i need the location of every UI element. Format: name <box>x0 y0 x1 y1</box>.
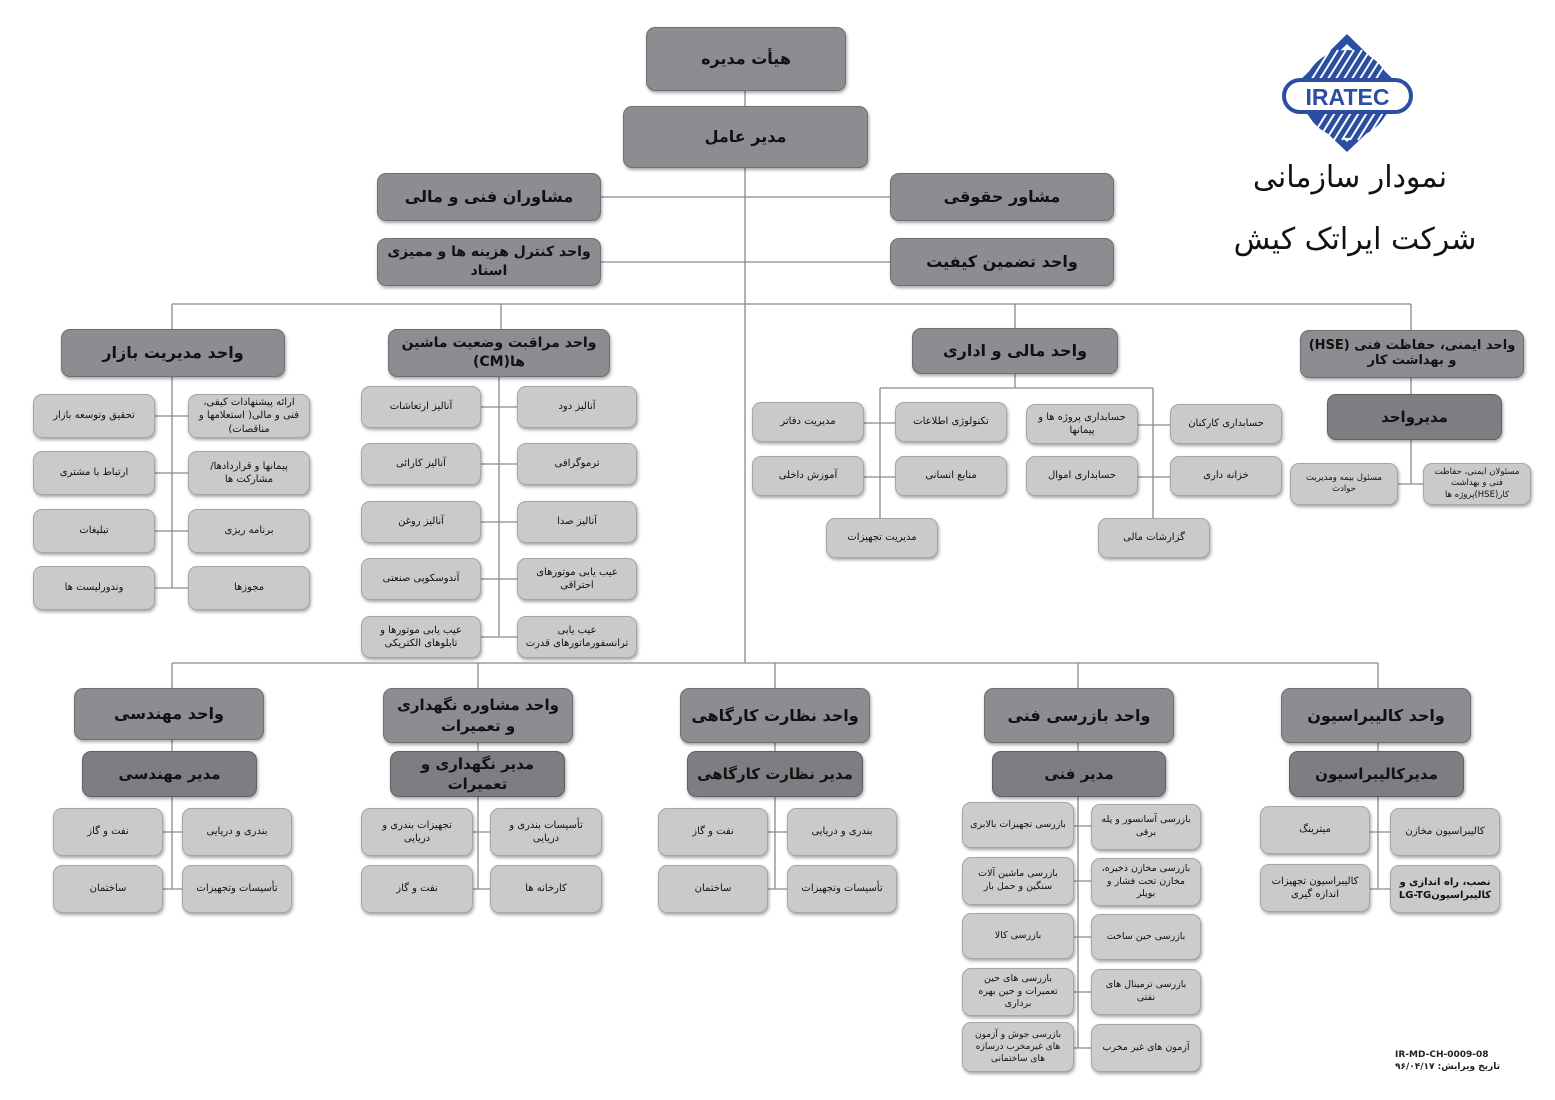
supervision-item: نفت و گاز <box>658 808 768 856</box>
supervision-unit-box: واحد نظارت کارگاهی <box>680 688 870 743</box>
finance-item: تکنولوژی اطلاعات <box>895 402 1007 442</box>
maintenance-item: کارخانه ها <box>490 865 602 913</box>
hse-manager-box: مدیرواحد <box>1327 394 1502 440</box>
engineering-item: ساختمان <box>53 865 163 913</box>
market-item: ارائه پیشنهادات کیفی، فنی و مالی( استعلامها و مناقصات) <box>188 394 310 438</box>
cm-item: عیب یابی موتورهای احتراقی <box>517 558 637 600</box>
finance-item: مدیریت تجهیزات <box>826 518 938 558</box>
engineering-item: نفت و گاز <box>53 808 163 856</box>
market-item: پیمانها و قراردادها/ مشارکت ها <box>188 451 310 495</box>
market-item: ارتباط با مشتری <box>33 451 155 495</box>
supervision-manager-box: مدیر نظارت کارگاهی <box>687 751 863 797</box>
cm-item: آنالیز صدا <box>517 501 637 543</box>
cost-control-box: واحد کنترل هزینه ها و ممیزی اسناد <box>377 238 601 286</box>
inspection-item: بازرسی جوش و آزمون های غیرمخرب درسازه های ساختمانی <box>962 1022 1074 1072</box>
market-item: برنامه ریزی <box>188 509 310 553</box>
logo-text: IRATEC <box>1305 84 1390 110</box>
calibration-item: نصب، راه اندازی و کالیبراسیونLG-TG <box>1390 865 1500 913</box>
inspection-item: بازرسی کالا <box>962 913 1074 959</box>
engineering-manager-box: مدیر مهندسی <box>82 751 257 797</box>
cm-item: آندوسکوپی صنعتی <box>361 558 481 600</box>
inspection-item: بازرسی تجهیزات بالابری <box>962 802 1074 848</box>
chart-title: نمودار سازمانی <box>1252 160 1448 195</box>
supervision-item: ساختمان <box>658 865 768 913</box>
tech-fin-advisors-box: مشاوران فنی و مالی <box>377 173 601 221</box>
board-of-directors-box: هیأت مدیره <box>646 27 846 91</box>
finance-item: گزارشات مالی <box>1098 518 1210 558</box>
finance-item: منابع انسانی <box>895 456 1007 496</box>
cm-item: آنالیز ارتعاشات <box>361 386 481 428</box>
quality-assurance-box: واحد تضمین کیفیت <box>890 238 1114 286</box>
maintenance-item: تجهیزات بندری و دریایی <box>361 808 473 856</box>
revision-date: تاریخ ویرایش: ۹۶/۰۴/۱۷ <box>1395 1062 1500 1072</box>
maintenance-manager-box: مدیر نگهداری و تعمیرات <box>390 751 565 797</box>
finance-item: مدیریت دفاتر <box>752 402 864 442</box>
inspection-unit-box: واحد بازرسی فنی <box>984 688 1174 743</box>
inspection-item: بازرسی ماشین آلات سنگین و حمل بار <box>962 857 1074 905</box>
cm-item: آنالیز روغن <box>361 501 481 543</box>
engineering-unit-box: واحد مهندسی <box>74 688 264 740</box>
calibration-item: میترینگ <box>1260 806 1370 854</box>
inspection-manager-box: مدیر فنی <box>992 751 1166 797</box>
cm-item: ترموگرافی <box>517 443 637 485</box>
cm-unit-box: واحد مراقبت وضعیت ماشین ها(CM) <box>388 329 610 377</box>
cm-item: عیب یابی موتورها و تابلوهای الکتریکی <box>361 616 481 658</box>
market-item: مجوزها <box>188 566 310 610</box>
cm-item: آنالیز دود <box>517 386 637 428</box>
market-item: تبلیغات <box>33 509 155 553</box>
calibration-item: کالیبراسیون مخازن <box>1390 808 1500 856</box>
inspection-item: آزمون های غیر مخرب <box>1091 1024 1201 1072</box>
hse-unit-box: واحد ایمنی، حفاظت فنی (HSE) و بهداشت کار <box>1300 330 1524 378</box>
cm-item: عیب یابی ترانسفورماتورهای قدرت <box>517 616 637 658</box>
cm-item: آنالیز کارائی <box>361 443 481 485</box>
hse-item: مسئولان ایمنی، حفاظت فنی و بهداشت کار(HSE)پروژه ها <box>1423 463 1531 505</box>
iratec-logo <box>1280 30 1415 155</box>
inspection-item: بازرسی آسانسور و پله برقی <box>1091 804 1201 850</box>
market-item: تحقیق وتوسعه بازار <box>33 394 155 438</box>
legal-advisor-box: مشاور حقوقی <box>890 173 1114 221</box>
finance-item: حسابداری اموال <box>1026 456 1138 496</box>
supervision-item: بندری و دریایی <box>787 808 897 856</box>
inspection-item: بازرسی مخازن ذخیره، مخازن تحت فشار و بویلر <box>1091 858 1201 906</box>
engineering-item: تأسیسات وتجهیزات <box>182 865 292 913</box>
finance-item: خزانه داری <box>1170 456 1282 496</box>
finance-item: حسابداری پروژه ها و پیمانها <box>1026 404 1138 444</box>
finance-item: حسابداری کارکنان <box>1170 404 1282 444</box>
inspection-item: بازرسی حین ساخت <box>1091 914 1201 960</box>
calibration-unit-box: واحد کالیبراسیون <box>1281 688 1471 743</box>
ceo-box: مدیر عامل <box>623 106 868 168</box>
market-unit-box: واحد مدیریت بازار <box>61 329 285 377</box>
maintenance-item: نفت و گاز <box>361 865 473 913</box>
engineering-item: بندری و دریایی <box>182 808 292 856</box>
inspection-item: بازرسی ترمینال های نفتی <box>1091 969 1201 1015</box>
inspection-item: بازرسی های حین تعمیرات و حین بهره برداری <box>962 968 1074 1016</box>
maintenance-unit-box: واحد مشاوره نگهداری و تعمیرات <box>383 688 573 743</box>
supervision-item: تأسیسات وتجهیزات <box>787 865 897 913</box>
hse-item: مسئول بیمه ومدیریت حوادث <box>1290 463 1398 505</box>
finance-item: آموزش داخلی <box>752 456 864 496</box>
calibration-manager-box: مدیرکالیبراسیون <box>1289 751 1464 797</box>
finance-unit-box: واحد مالی و اداری <box>912 328 1118 374</box>
company-name: شرکت ایراتک کیش <box>1233 222 1477 257</box>
document-code: IR-MD-CH-0009-08 <box>1395 1050 1489 1060</box>
calibration-item: کالیبراسیون تجهیزات اندازه گیری <box>1260 864 1370 912</box>
maintenance-item: تأسیسات بندری و دریایی <box>490 808 602 856</box>
market-item: وندورلیست ها <box>33 566 155 610</box>
